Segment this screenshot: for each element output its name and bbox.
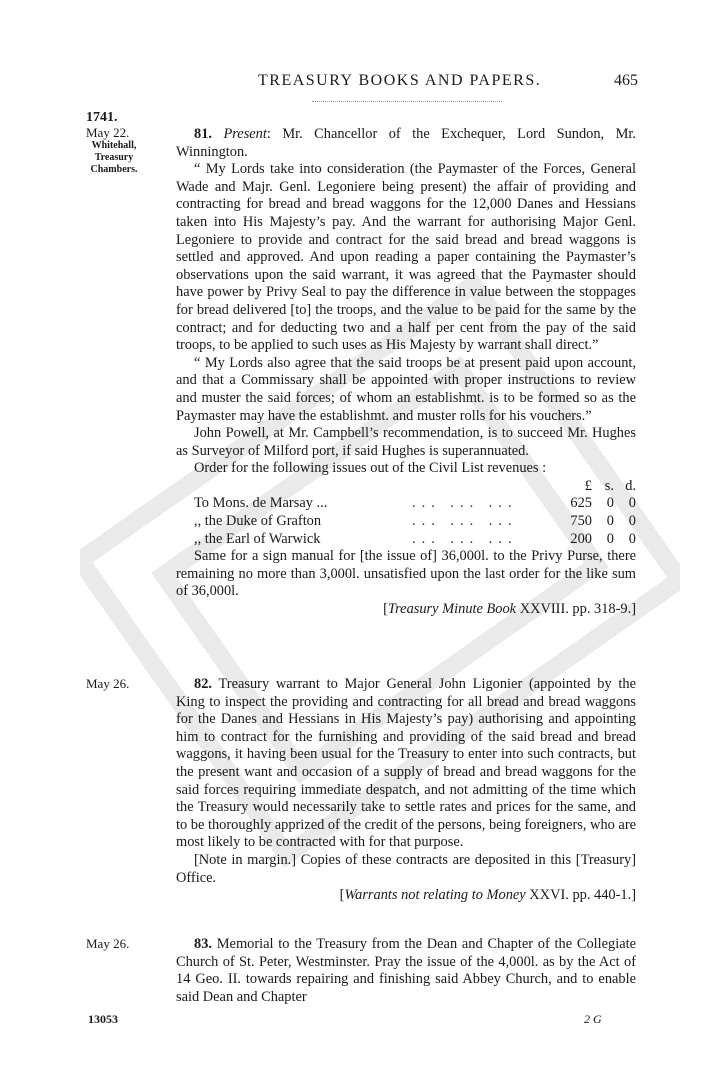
footer-signature-mark: 13053 — [88, 1012, 118, 1026]
margin-place: Chambers. — [90, 164, 138, 175]
leader-dots: ... ... ... — [412, 495, 518, 512]
margin-note-81 — [86, 110, 168, 176]
entry-81-present — [176, 126, 636, 161]
entry-82-para: [Note in margin.] Copies of these contracts are deposited in this [Treasury] Office. — [176, 851, 636, 886]
footer-sheet-mark: 2 G — [584, 1012, 602, 1026]
shillings-value: 0 — [606, 495, 614, 512]
margin-place: Whitehall, — [91, 140, 137, 151]
pounds-value: 750 — [570, 513, 592, 530]
source-citation — [176, 887, 636, 905]
leader-dots: ... ... ... — [412, 513, 518, 530]
entry-text: Treasury warrant to Major General John Ligonier (appointed by the King to inspect the providing and contracting for all bread and bread waggons for the Danes and Hessians in His Majesty’s pay) authorising and appointing him to contract for the furnishing and providing of the said bread and bread waggons, it having been usual for the Treasury to enter into such contracts, but the present want and occasion of a supply of bread and bread waggons for the said forces requiring immediate despatch, and not admitting of the time which the Treasury would necessarily take to settle rates and prices for the same, and to be thoroughly apprized of the credit of the persons, being foreigners, who are most likely to be contracted with for that purpose. — [176, 676, 637, 851]
source-title: Treasury Minute Book — [387, 601, 517, 618]
leader-dots: ... ... ... — [412, 530, 518, 547]
civil-list-table — [176, 478, 636, 548]
entry-83 — [176, 936, 636, 1006]
source-ref: XXVIII. pp. 318-9.] — [519, 601, 636, 618]
pounds-value: 625 — [570, 495, 592, 512]
margin-date: May 26. — [86, 936, 130, 951]
entry-81-para: John Powell, at Mr. Campbell’s recommendation, is to succeed Mr. Hughes as Surveyor of Milford port, if said Hughes is superannuated. — [176, 425, 636, 459]
payee-name: ,, the Duke of Grafton — [194, 513, 322, 530]
pence-value: 0 — [628, 495, 636, 512]
entry-81 — [176, 126, 636, 619]
shillings-header: s. — [604, 477, 614, 494]
bracket: [ — [339, 887, 345, 904]
running-head: TREASURY BOOKS AND PAPERS. — [258, 72, 542, 89]
entry-81-para: Order for the following issues out of the Civil List revenues : — [194, 460, 547, 477]
table-row — [176, 513, 636, 531]
shillings-value: 0 — [606, 530, 614, 547]
pence-value: 0 — [628, 513, 636, 530]
entry-number: 81. — [194, 126, 212, 142]
entry-82-para — [176, 676, 636, 852]
margin-note-82 — [86, 676, 168, 691]
entry-81-para: “ My Lords also agree that the said troops be at present paid upon account, and that a Commissary shall be appointed with proper instructions to review and muster the said forces; of whom an establishmt. is to be formed so as the Paymaster may have the establishmt. and muster rolls for his vouchers.” — [176, 354, 636, 424]
header-rule — [312, 101, 502, 103]
entry-82 — [176, 676, 636, 905]
pence-header: d. — [625, 477, 636, 494]
margin-note-83 — [86, 936, 168, 951]
entry-number: 83. — [194, 936, 212, 952]
page-number: 465 — [614, 72, 638, 89]
margin-date: May 26. — [86, 676, 130, 691]
shillings-value: 0 — [606, 513, 614, 530]
source-title: Warrants not relating to Money — [344, 887, 526, 904]
table-row — [176, 495, 636, 513]
entry-83-para — [176, 936, 636, 1006]
table-row — [176, 531, 636, 549]
payee-name: To Mons. de Marsay ... — [194, 495, 328, 512]
margin-year: 1741. — [86, 110, 118, 125]
present-text: : Mr. Chancellor of the Exchequer, Lord Sundon, Mr. Winnington. — [176, 126, 636, 160]
pence-value: 0 — [628, 530, 636, 547]
entry-number: 82. — [194, 676, 212, 692]
payee-name: ,, the Earl of Warwick — [194, 530, 321, 547]
source-ref: XXVI. pp. 440-1.] — [529, 887, 636, 904]
entry-text: Memorial to the Treasury from the Dean and Chapter of the Collegiate Church of St. Peter, Westminster. Pray the issue of the 4,000l. as by the Act of 14 Geo. II. towards repairing and finishing said Abbey Church, and to enable said Dean and Chapter — [176, 936, 636, 1005]
entry-81-para: Same for a sign manual for [the issue of] 36,000l. to the Privy Purse, there remaining no more than 3,000l. unsatisfied upon the last order for the like sum of 36,000l. — [176, 548, 636, 600]
pounds-value: 200 — [570, 530, 592, 547]
table-header-row — [176, 478, 636, 496]
source-citation — [176, 601, 636, 619]
present-label: Present — [223, 126, 267, 142]
entry-81-para: “ My Lords take into consideration (the Paymaster of the Forces, General Wade and Majr. Genl. Legoniere being present) the affair of providing and contracting for bread and bread waggons for the 12,000 Danes and Hessians taken into His Majesty’s pay. And the warrant for authorising Major Genl. Legoniere to provide and contract for the said bread and bread waggons is settled and approved. And upon reading a paper containing the Paymaster’s observations upon the said warrant, it was agreed that the Paymaster should have power by Privy Seal to pay the difference in value between the stoppages for bread delivered [to] the troops, and the value to be paid for the same by the contract; and for deducting two and a half per cent from the pay of the said troops, to be applied to such uses as His Majesty by warrant shall direct.” — [176, 161, 636, 354]
pounds-header: £ — [584, 477, 592, 494]
bracket: [ — [383, 601, 388, 618]
page-header — [0, 72, 721, 94]
margin-place: Treasury — [94, 152, 134, 163]
margin-date: May 22. — [86, 125, 130, 140]
